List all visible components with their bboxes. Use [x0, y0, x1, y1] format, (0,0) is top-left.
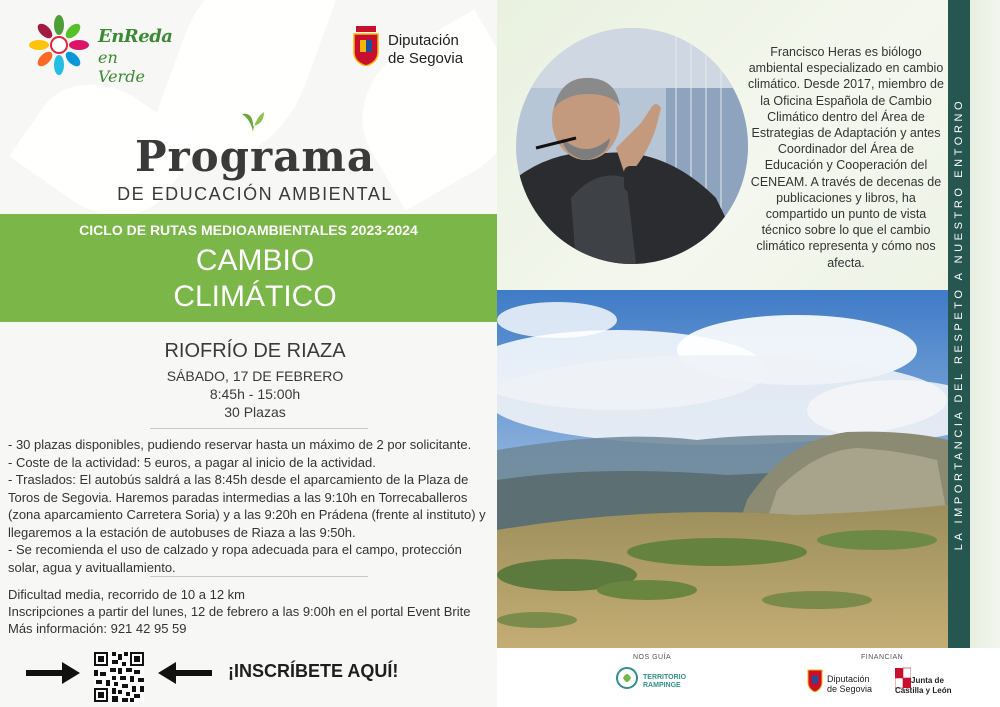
diputacion-sponsor-line2: de Segovia — [827, 684, 873, 694]
event-capacity: 30 Plazas — [224, 404, 286, 420]
detail-item: - Traslados: El autobús saldrá a las 8:45h desde el aparcamiento de la Plaza de Toros de Segovia. Haremos paradas intermedias a las 9:10h en Torrecaballeros (zona aparcamiento Carretera Soria) y a las 9:20h en Prádena (frente al instituto) y llegaremos a la estación de autobuses de Riaza a las 9:50h. — [8, 472, 486, 540]
territorio-rampinge-line1: TERRITORIO — [643, 674, 687, 681]
cycle-label: CICLO DE RUTAS MEDIOAMBIENTALES 2023-2024 — [79, 222, 418, 238]
diputacion-sponsor-line1: Diputación — [827, 674, 870, 684]
divider — [150, 576, 368, 577]
diputacion-logo-line2: de Segovia — [388, 50, 464, 67]
speaker-bio: Francisco Heras es biólogo ambiental especializado en cambio climático. Desde 2017, miembro de la Oficina Española de Cambio Climático dentro del Área de Estrategias de Adaptación y antes Coordinador del Área de Educación y Cooperación del CENEAM. A través de decenas de publicaciones y libros, ha compartido un punto de vista técnico sobre lo que el cambio climático representa y cómo nos afecta. — [748, 45, 944, 270]
vertical-slogan: LA IMPORTANCIA DEL RESPETO A NUESTRO ENTORNO — [953, 97, 965, 551]
funding-label: FINANCIAN — [861, 654, 904, 661]
left-panel — [0, 0, 497, 707]
coat-of-arms-icon — [807, 668, 823, 692]
sponsors-bar — [497, 648, 1000, 707]
qr-code[interactable] — [94, 652, 144, 702]
program-title: Programa — [134, 132, 376, 181]
enreda-logo-line2: en Verde — [98, 48, 145, 86]
arrow-right-icon — [26, 660, 80, 686]
event-place: RIOFRÍO DE RIAZA — [164, 340, 346, 362]
detail-item: - Se recomienda el uso de calzado y ropa adecuada para el campo, protección solar, agua y avituallamiento. — [8, 542, 462, 575]
coat-of-arms-icon — [352, 26, 380, 66]
enreda-en-verde-logo — [28, 14, 173, 86]
territorio-rampinge-name — [643, 674, 686, 690]
territorio-rampinge-line2: RAMPINGE — [643, 682, 681, 689]
theme-banner — [0, 214, 497, 322]
detail-item: - Coste de la actividad: 5 euros, a pagar al inicio de la actividad. — [8, 454, 376, 470]
landscape-photo — [497, 290, 948, 648]
guide-label: NOS GUÍA — [633, 654, 672, 661]
program-subtitle: DE EDUCACIÓN AMBIENTAL — [117, 184, 393, 204]
contact-phone[interactable]: Más información: 921 42 95 59 — [8, 621, 187, 636]
speaker-photo-illustration — [516, 28, 748, 264]
speaker-photo — [516, 28, 748, 264]
sprout-icon — [240, 108, 266, 134]
junta-sponsor-line2: Castilla y León — [895, 686, 952, 695]
enreda-logo-line1: EnReda — [98, 26, 173, 47]
event-date: SÁBADO, 17 DE FEBRERO — [166, 368, 344, 384]
mountain-landscape-illustration — [497, 290, 948, 648]
event-time: 8:45h - 15:00h — [209, 386, 301, 402]
junta-sponsor-line1: Junta de — [911, 676, 944, 685]
theme-title-line1: CAMBIO — [195, 244, 315, 277]
detail-item: - 30 plazas disponibles, pudiendo reservar hasta un máximo de 2 por solicitante. — [8, 437, 472, 452]
registration-text: Inscripciones a partir del lunes, 12 de febrero a las 9:00h en el portal Event Brite — [8, 604, 471, 619]
registration-info — [8, 586, 494, 637]
theme-title-line2: CLIMÁTICO — [173, 280, 337, 313]
sdg-wheel-icon — [28, 14, 90, 76]
arrow-left-icon — [158, 660, 212, 686]
register-cta[interactable]: ¡INSCRÍBETE AQUÍ! — [228, 661, 399, 681]
territorio-rampinge-logo-icon — [615, 666, 639, 690]
activity-details — [8, 436, 494, 576]
divider — [150, 428, 368, 429]
diputacion-logo-line1: Diputación — [388, 32, 459, 49]
right-edge-strip — [970, 0, 1000, 648]
diputacion-segovia-logo — [352, 26, 472, 72]
difficulty-text: Dificultad media, recorrido de 10 a 12 km — [8, 587, 246, 602]
